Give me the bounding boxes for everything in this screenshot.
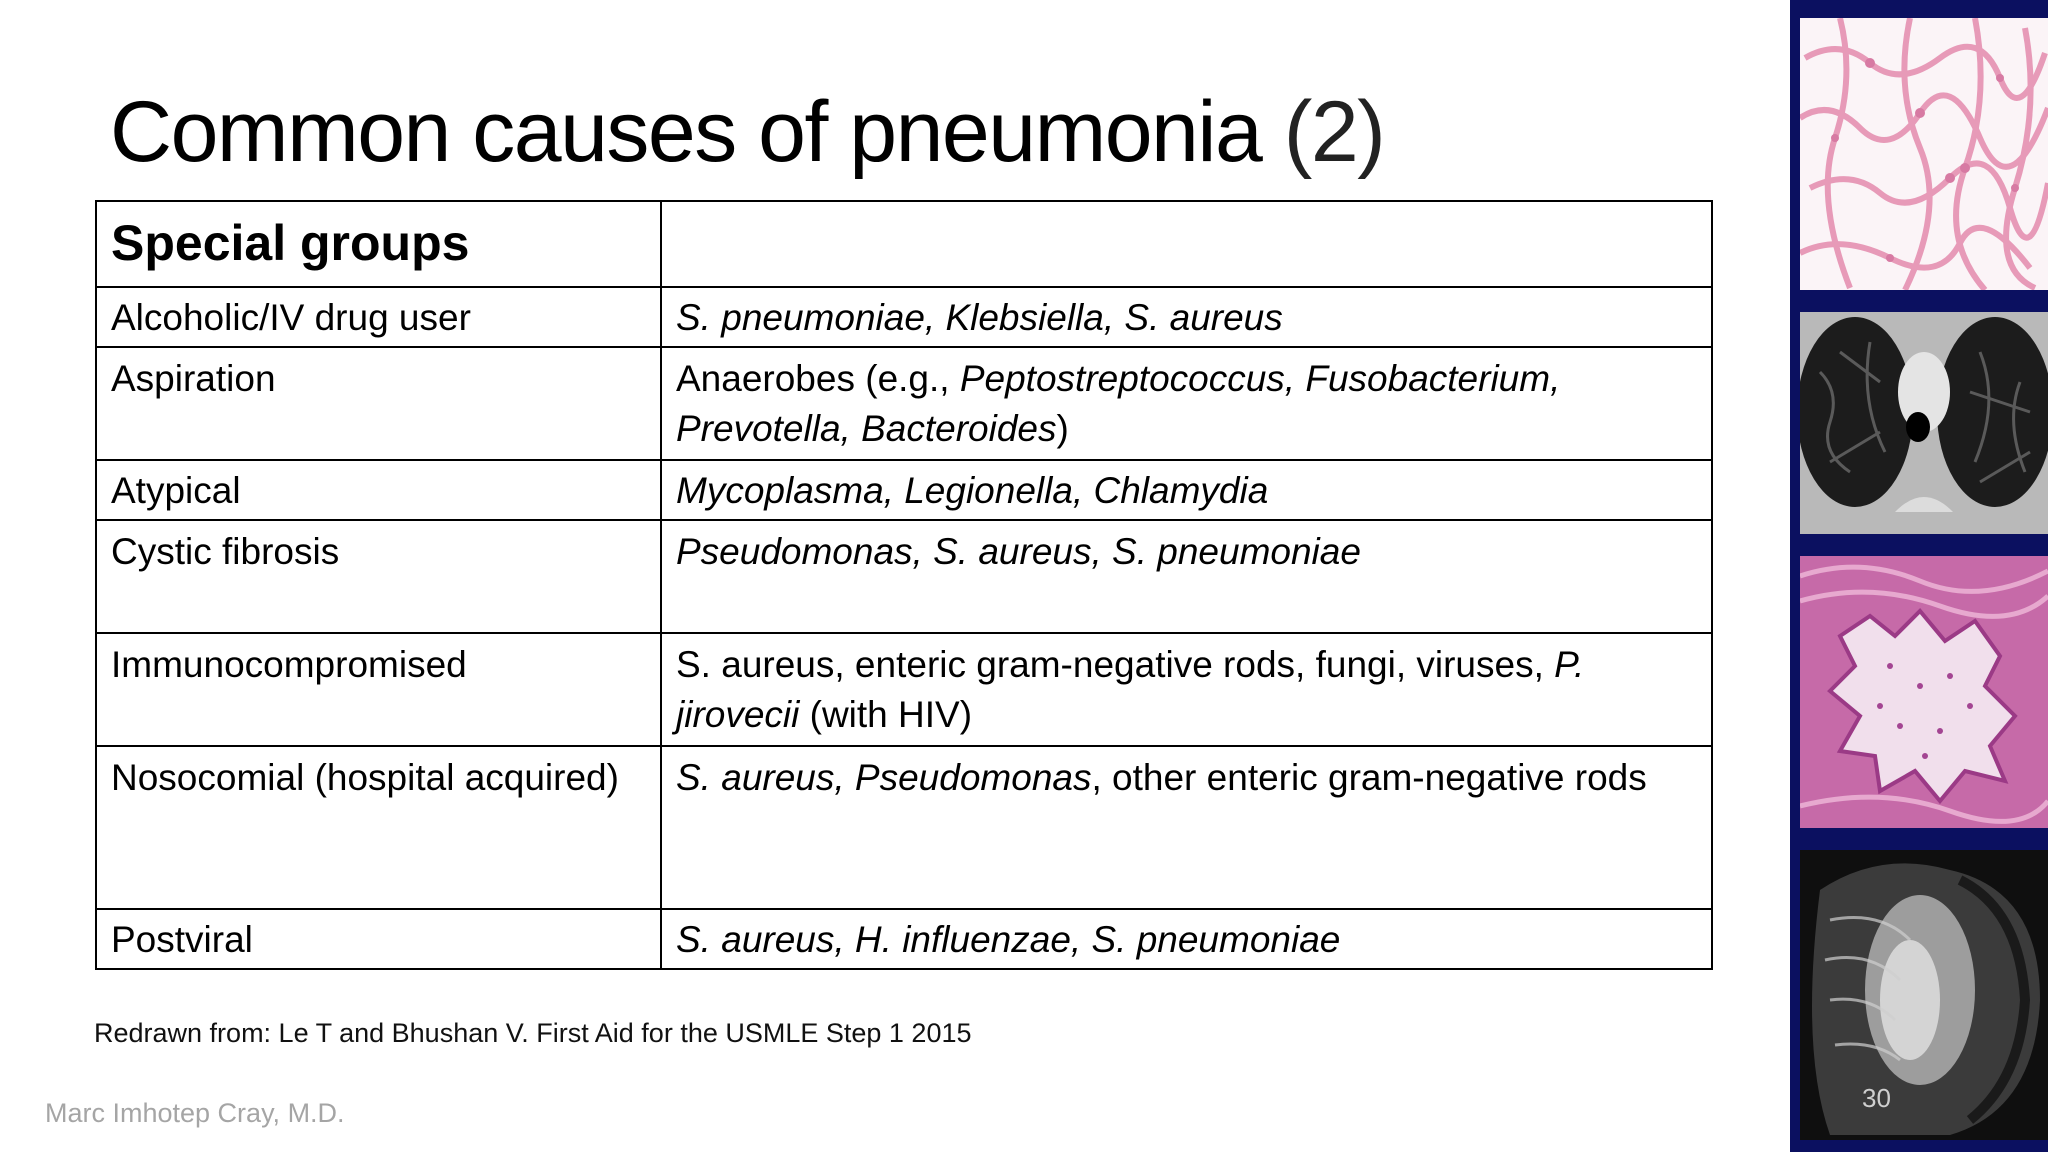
- causes-cell: [661, 746, 1712, 909]
- causes-text: (with HIV): [799, 694, 973, 735]
- causes-text: Anaerobes (e.g.,: [676, 358, 960, 399]
- causes-cell: [661, 460, 1712, 520]
- group-cell: Atypical: [96, 460, 661, 520]
- chest-xray-image: [1800, 850, 2048, 1140]
- table-row: [96, 520, 1712, 633]
- group-cell: Postviral: [96, 909, 661, 969]
- table-header-row: [96, 201, 1712, 287]
- group-cell: Immunocompromised: [96, 633, 661, 746]
- group-cell: Aspiration: [96, 347, 661, 460]
- causes-italic: Peptostreptococcus, Fusobacterium, Prevotella, Bacteroides: [676, 358, 1561, 449]
- chest-ct-image: [1800, 312, 2048, 534]
- author-credit: Marc Imhotep Cray, M.D.: [45, 1098, 345, 1128]
- slide-title-suffix: (2): [1261, 84, 1385, 180]
- table-row: [96, 633, 1712, 746]
- causes-cell: [661, 909, 1712, 969]
- header-cell-group: [96, 201, 661, 287]
- causes-italic: S. aureus, Pseudomonas: [676, 757, 1092, 798]
- slide-title: [110, 82, 1384, 182]
- source-footnote: Redrawn from: Le T and Bhushan V. First Aid for the USMLE Step 1 2015: [94, 1018, 972, 1048]
- lung-histology-image: [1800, 18, 2048, 290]
- causes-italic: S. pneumoniae, Klebsiella, S. aureus: [676, 297, 1283, 338]
- table-row: [96, 746, 1712, 909]
- group-cell: Cystic fibrosis: [96, 520, 661, 633]
- causes-text: ): [1056, 408, 1069, 449]
- causes-text: , other enteric gram-negative rods: [1091, 757, 1647, 798]
- bronchus-histology-image: [1800, 556, 2048, 828]
- table-row: [96, 460, 1712, 520]
- pneumonia-causes-table: [95, 200, 1713, 970]
- causes-italic: P. jirovecii: [676, 644, 1585, 735]
- causes-cell: [661, 347, 1712, 460]
- causes-cell: [661, 520, 1712, 633]
- table-row: [96, 287, 1712, 347]
- causes-cell: [661, 633, 1712, 746]
- group-cell: Alcoholic/IV drug user: [96, 287, 661, 347]
- causes-italic: S. aureus, H. influenzae, S. pneumoniae: [676, 919, 1341, 960]
- page-number: 30: [1862, 1083, 1891, 1113]
- header-group-label: Special groups: [111, 215, 470, 271]
- table-row: [96, 909, 1712, 969]
- slide-title-main: Common causes of pneumonia: [110, 84, 1262, 180]
- table-row: [96, 347, 1712, 460]
- causes-italic: Pseudomonas, S. aureus, S. pneumoniae: [676, 531, 1361, 572]
- group-cell: Nosocomial (hospital acquired): [96, 746, 661, 909]
- causes-italic: Mycoplasma, Legionella, Chlamydia: [676, 470, 1269, 511]
- causes-cell: [661, 287, 1712, 347]
- header-cell-causes: [661, 201, 1712, 287]
- causes-text: S. aureus, enteric gram-negative rods, fungi, viruses,: [676, 644, 1555, 685]
